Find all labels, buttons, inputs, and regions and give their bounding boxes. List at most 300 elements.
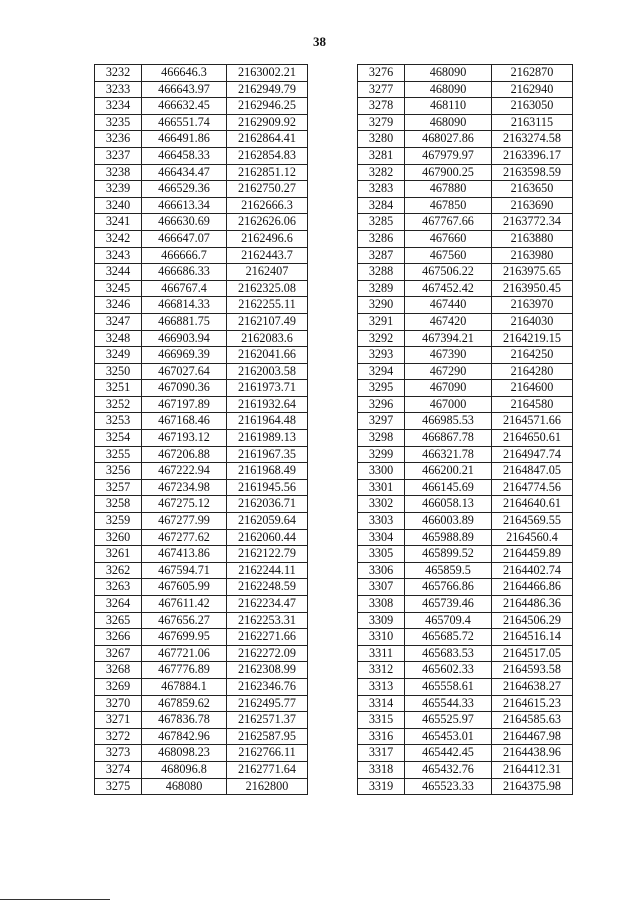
y-coordinate-cell: 2164638.27	[492, 678, 573, 695]
table-row	[95, 645, 308, 662]
table-row	[358, 695, 573, 712]
table-row	[358, 98, 573, 115]
x-coordinate-cell: 466646.3	[142, 65, 227, 82]
point-number-cell: 3310	[358, 629, 405, 646]
point-number-cell: 3300	[358, 463, 405, 480]
table-row	[95, 496, 308, 513]
y-coordinate-cell: 2163970	[492, 297, 573, 314]
table-row	[358, 65, 573, 82]
x-coordinate-cell: 467880	[405, 181, 492, 198]
point-number-cell: 3280	[358, 131, 405, 148]
x-coordinate-cell: 467090	[405, 380, 492, 397]
point-number-cell: 3306	[358, 562, 405, 579]
table-row	[95, 347, 308, 364]
point-number-cell: 3232	[95, 65, 142, 82]
x-coordinate-cell: 465859.5	[405, 562, 492, 579]
x-coordinate-cell: 467605.99	[142, 579, 227, 596]
x-coordinate-cell: 466145.69	[405, 479, 492, 496]
x-coordinate-cell: 467850	[405, 197, 492, 214]
point-number-cell: 3271	[95, 712, 142, 729]
point-number-cell: 3275	[95, 778, 142, 795]
y-coordinate-cell: 2164250	[492, 347, 573, 364]
point-number-cell: 3244	[95, 264, 142, 281]
table-row	[358, 363, 573, 380]
table-row	[358, 579, 573, 596]
y-coordinate-cell: 2161989.13	[227, 430, 308, 447]
y-coordinate-cell: 2164402.74	[492, 562, 573, 579]
table-row	[95, 761, 308, 778]
y-coordinate-cell: 2162325.08	[227, 280, 308, 297]
point-number-cell: 3266	[95, 629, 142, 646]
table-row	[95, 529, 308, 546]
x-coordinate-cell: 466058.13	[405, 496, 492, 513]
point-number-cell: 3236	[95, 131, 142, 148]
point-number-cell: 3279	[358, 114, 405, 131]
y-coordinate-cell: 2164774.56	[492, 479, 573, 496]
table-row	[95, 197, 308, 214]
y-coordinate-cell: 2162587.95	[227, 728, 308, 745]
x-coordinate-cell: 467611.42	[142, 596, 227, 613]
y-coordinate-cell: 2161945.56	[227, 479, 308, 496]
y-coordinate-cell: 2161964.48	[227, 413, 308, 430]
y-coordinate-cell: 2162854.83	[227, 147, 308, 164]
x-coordinate-cell: 467721.06	[142, 645, 227, 662]
table-row	[358, 479, 573, 496]
y-coordinate-cell: 2164847.05	[492, 463, 573, 480]
point-number-cell: 3282	[358, 164, 405, 181]
table-row	[95, 131, 308, 148]
y-coordinate-cell: 2163598.59	[492, 164, 573, 181]
point-number-cell: 3311	[358, 645, 405, 662]
y-coordinate-cell: 2162407	[227, 264, 308, 281]
x-coordinate-cell: 468080	[142, 778, 227, 795]
table-row	[95, 463, 308, 480]
table-row	[358, 712, 573, 729]
point-number-cell: 3233	[95, 81, 142, 98]
y-coordinate-cell: 2163050	[492, 98, 573, 115]
y-coordinate-cell: 2162626.06	[227, 214, 308, 231]
x-coordinate-cell: 466767.4	[142, 280, 227, 297]
y-coordinate-cell: 2162800	[227, 778, 308, 795]
point-number-cell: 3242	[95, 230, 142, 247]
x-coordinate-cell: 466666.7	[142, 247, 227, 264]
x-coordinate-cell: 466969.39	[142, 347, 227, 364]
point-number-cell: 3237	[95, 147, 142, 164]
table-row	[95, 297, 308, 314]
point-number-cell: 3247	[95, 313, 142, 330]
y-coordinate-cell: 2163950.45	[492, 280, 573, 297]
table-row	[358, 678, 573, 695]
point-number-cell: 3249	[95, 347, 142, 364]
table-row	[358, 596, 573, 613]
point-number-cell: 3268	[95, 662, 142, 679]
table-row	[95, 778, 308, 795]
table-row	[95, 479, 308, 496]
x-coordinate-cell: 467699.95	[142, 629, 227, 646]
point-number-cell: 3309	[358, 612, 405, 629]
x-coordinate-cell: 467656.27	[142, 612, 227, 629]
x-coordinate-cell: 467277.62	[142, 529, 227, 546]
x-coordinate-cell: 467290	[405, 363, 492, 380]
x-coordinate-cell: 467842.96	[142, 728, 227, 745]
y-coordinate-cell: 2164486.36	[492, 596, 573, 613]
y-coordinate-cell: 2162244.11	[227, 562, 308, 579]
x-coordinate-cell: 466529.36	[142, 181, 227, 198]
table-row	[358, 529, 573, 546]
table-row	[95, 363, 308, 380]
x-coordinate-cell: 466003.89	[405, 513, 492, 530]
x-coordinate-cell: 466630.69	[142, 214, 227, 231]
table-row	[358, 463, 573, 480]
x-coordinate-cell: 468110	[405, 98, 492, 115]
y-coordinate-cell: 2164650.61	[492, 430, 573, 447]
table-row	[95, 629, 308, 646]
y-coordinate-cell: 2161932.64	[227, 396, 308, 413]
y-coordinate-cell: 2163880	[492, 230, 573, 247]
y-coordinate-cell: 2162253.31	[227, 612, 308, 629]
table-row	[358, 197, 573, 214]
table-row	[358, 313, 573, 330]
point-number-cell: 3253	[95, 413, 142, 430]
point-number-cell: 3252	[95, 396, 142, 413]
point-number-cell: 3307	[358, 579, 405, 596]
point-number-cell: 3291	[358, 313, 405, 330]
x-coordinate-cell: 465525.97	[405, 712, 492, 729]
point-number-cell: 3257	[95, 479, 142, 496]
table-row	[95, 413, 308, 430]
point-number-cell: 3290	[358, 297, 405, 314]
table-row	[358, 280, 573, 297]
table-row	[358, 745, 573, 762]
point-number-cell: 3276	[358, 65, 405, 82]
point-number-cell: 3265	[95, 612, 142, 629]
table-row	[95, 65, 308, 82]
point-number-cell: 3297	[358, 413, 405, 430]
point-number-cell: 3256	[95, 463, 142, 480]
table-row	[358, 413, 573, 430]
point-number-cell: 3302	[358, 496, 405, 513]
page-number: 38	[313, 34, 326, 49]
y-coordinate-cell: 2164580	[492, 396, 573, 413]
y-coordinate-cell: 2162571.37	[227, 712, 308, 729]
x-coordinate-cell: 466881.75	[142, 313, 227, 330]
x-coordinate-cell: 466867.78	[405, 430, 492, 447]
x-coordinate-cell: 467234.98	[142, 479, 227, 496]
y-coordinate-cell: 2164412.31	[492, 761, 573, 778]
point-number-cell: 3239	[95, 181, 142, 198]
table-row	[358, 380, 573, 397]
table-row	[95, 546, 308, 563]
x-coordinate-cell: 467767.66	[405, 214, 492, 231]
table-row	[95, 247, 308, 264]
table-row	[358, 396, 573, 413]
table-row	[358, 728, 573, 745]
table-row	[358, 264, 573, 281]
point-number-cell: 3287	[358, 247, 405, 264]
y-coordinate-cell: 2163772.34	[492, 214, 573, 231]
x-coordinate-cell: 466458.33	[142, 147, 227, 164]
x-coordinate-cell: 465558.61	[405, 678, 492, 695]
table-row	[358, 645, 573, 662]
point-number-cell: 3294	[358, 363, 405, 380]
y-coordinate-cell: 2162771.64	[227, 761, 308, 778]
y-coordinate-cell: 2162949.79	[227, 81, 308, 98]
table-row	[358, 662, 573, 679]
y-coordinate-cell: 2164506.29	[492, 612, 573, 629]
y-coordinate-cell: 2163690	[492, 197, 573, 214]
x-coordinate-cell: 465432.76	[405, 761, 492, 778]
point-number-cell: 3305	[358, 546, 405, 563]
x-coordinate-cell: 467859.62	[142, 695, 227, 712]
point-number-cell: 3234	[95, 98, 142, 115]
table-row	[95, 513, 308, 530]
x-coordinate-cell: 467090.36	[142, 380, 227, 397]
x-coordinate-cell: 467776.89	[142, 662, 227, 679]
table-row	[95, 98, 308, 115]
table-row	[95, 579, 308, 596]
x-coordinate-cell: 467660	[405, 230, 492, 247]
table-row	[95, 230, 308, 247]
y-coordinate-cell: 2164593.58	[492, 662, 573, 679]
table-row	[358, 562, 573, 579]
point-number-cell: 3293	[358, 347, 405, 364]
x-coordinate-cell: 467027.64	[142, 363, 227, 380]
y-coordinate-cell: 2162107.49	[227, 313, 308, 330]
point-number-cell: 3295	[358, 380, 405, 397]
y-coordinate-cell: 2164459.89	[492, 546, 573, 563]
x-coordinate-cell: 467413.86	[142, 546, 227, 563]
point-number-cell: 3254	[95, 430, 142, 447]
x-coordinate-cell: 466613.34	[142, 197, 227, 214]
point-number-cell: 3274	[95, 761, 142, 778]
point-number-cell: 3235	[95, 114, 142, 131]
table-row	[95, 712, 308, 729]
table-row	[358, 446, 573, 463]
y-coordinate-cell: 2163274.58	[492, 131, 573, 148]
x-coordinate-cell: 466200.21	[405, 463, 492, 480]
x-coordinate-cell: 466321.78	[405, 446, 492, 463]
point-number-cell: 3246	[95, 297, 142, 314]
x-coordinate-cell: 467206.88	[142, 446, 227, 463]
table-row	[358, 629, 573, 646]
y-coordinate-cell: 2161973.71	[227, 380, 308, 397]
x-coordinate-cell: 467506.22	[405, 264, 492, 281]
table-row	[95, 147, 308, 164]
y-coordinate-cell: 2162122.79	[227, 546, 308, 563]
point-number-cell: 3299	[358, 446, 405, 463]
table-row	[358, 546, 573, 563]
x-coordinate-cell: 467440	[405, 297, 492, 314]
x-coordinate-cell: 466686.33	[142, 264, 227, 281]
y-coordinate-cell: 2164560.4	[492, 529, 573, 546]
x-coordinate-cell: 468090	[405, 81, 492, 98]
y-coordinate-cell: 2162750.27	[227, 181, 308, 198]
point-number-cell: 3269	[95, 678, 142, 695]
x-coordinate-cell: 465544.33	[405, 695, 492, 712]
x-coordinate-cell: 465988.89	[405, 529, 492, 546]
point-number-cell: 3286	[358, 230, 405, 247]
x-coordinate-cell: 468098.23	[142, 745, 227, 762]
x-coordinate-cell: 467979.97	[405, 147, 492, 164]
point-number-cell: 3277	[358, 81, 405, 98]
coordinates-table-right	[357, 64, 573, 795]
point-number-cell: 3245	[95, 280, 142, 297]
table-row	[358, 347, 573, 364]
point-number-cell: 3319	[358, 778, 405, 795]
y-coordinate-cell: 2162248.59	[227, 579, 308, 596]
y-coordinate-cell: 2162255.11	[227, 297, 308, 314]
x-coordinate-cell: 466632.45	[142, 98, 227, 115]
point-number-cell: 3312	[358, 662, 405, 679]
y-coordinate-cell: 2162940	[492, 81, 573, 98]
y-coordinate-cell: 2164516.14	[492, 629, 573, 646]
y-coordinate-cell: 2164030	[492, 313, 573, 330]
table-row	[95, 446, 308, 463]
x-coordinate-cell: 467394.21	[405, 330, 492, 347]
table-row	[358, 778, 573, 795]
y-coordinate-cell: 2162059.64	[227, 513, 308, 530]
point-number-cell: 3296	[358, 396, 405, 413]
table-row	[358, 131, 573, 148]
y-coordinate-cell: 2163396.17	[492, 147, 573, 164]
table-row	[358, 330, 573, 347]
table-row	[358, 214, 573, 231]
y-coordinate-cell: 2161968.49	[227, 463, 308, 480]
y-coordinate-cell: 2163115	[492, 114, 573, 131]
point-number-cell: 3264	[95, 596, 142, 613]
point-number-cell: 3304	[358, 529, 405, 546]
y-coordinate-cell: 2162083.6	[227, 330, 308, 347]
table-row	[358, 761, 573, 778]
point-number-cell: 3243	[95, 247, 142, 264]
y-coordinate-cell: 2162003.58	[227, 363, 308, 380]
point-number-cell: 3283	[358, 181, 405, 198]
table-row	[95, 430, 308, 447]
x-coordinate-cell: 465685.72	[405, 629, 492, 646]
y-coordinate-cell: 2164438.96	[492, 745, 573, 762]
table-row	[95, 728, 308, 745]
point-number-cell: 3273	[95, 745, 142, 762]
y-coordinate-cell: 2164585.63	[492, 712, 573, 729]
x-coordinate-cell: 467390	[405, 347, 492, 364]
table-row	[358, 81, 573, 98]
x-coordinate-cell: 465766.86	[405, 579, 492, 596]
y-coordinate-cell: 2162495.77	[227, 695, 308, 712]
y-coordinate-cell: 2162036.71	[227, 496, 308, 513]
x-coordinate-cell: 467420	[405, 313, 492, 330]
point-number-cell: 3318	[358, 761, 405, 778]
table-row	[95, 81, 308, 98]
y-coordinate-cell: 2162271.66	[227, 629, 308, 646]
y-coordinate-cell: 2164571.66	[492, 413, 573, 430]
y-coordinate-cell: 2162851.12	[227, 164, 308, 181]
x-coordinate-cell: 465739.46	[405, 596, 492, 613]
table-row	[95, 330, 308, 347]
point-number-cell: 3248	[95, 330, 142, 347]
y-coordinate-cell: 2163002.21	[227, 65, 308, 82]
x-coordinate-cell: 465523.33	[405, 778, 492, 795]
y-coordinate-cell: 2161967.35	[227, 446, 308, 463]
x-coordinate-cell: 468027.86	[405, 131, 492, 148]
point-number-cell: 3314	[358, 695, 405, 712]
y-coordinate-cell: 2162443.7	[227, 247, 308, 264]
x-coordinate-cell: 466551.74	[142, 114, 227, 131]
y-coordinate-cell: 2162946.25	[227, 98, 308, 115]
point-number-cell: 3281	[358, 147, 405, 164]
point-number-cell: 3241	[95, 214, 142, 231]
y-coordinate-cell: 2164517.05	[492, 645, 573, 662]
x-coordinate-cell: 468090	[405, 114, 492, 131]
point-number-cell: 3261	[95, 546, 142, 563]
x-coordinate-cell: 467836.78	[142, 712, 227, 729]
point-number-cell: 3262	[95, 562, 142, 579]
y-coordinate-cell: 2164569.55	[492, 513, 573, 530]
x-coordinate-cell: 467197.89	[142, 396, 227, 413]
x-coordinate-cell: 467193.12	[142, 430, 227, 447]
x-coordinate-cell: 465709.4	[405, 612, 492, 629]
point-number-cell: 3258	[95, 496, 142, 513]
table-row	[358, 513, 573, 530]
y-coordinate-cell: 2162272.09	[227, 645, 308, 662]
x-coordinate-cell: 468090	[405, 65, 492, 82]
point-number-cell: 3316	[358, 728, 405, 745]
table-row	[95, 280, 308, 297]
y-coordinate-cell: 2162766.11	[227, 745, 308, 762]
point-number-cell: 3292	[358, 330, 405, 347]
table-row	[95, 695, 308, 712]
x-coordinate-cell: 465899.52	[405, 546, 492, 563]
y-coordinate-cell: 2164466.86	[492, 579, 573, 596]
point-number-cell: 3313	[358, 678, 405, 695]
point-number-cell: 3284	[358, 197, 405, 214]
x-coordinate-cell: 466434.47	[142, 164, 227, 181]
point-number-cell: 3278	[358, 98, 405, 115]
point-number-cell: 3259	[95, 513, 142, 530]
y-coordinate-cell: 2162666.3	[227, 197, 308, 214]
table-row	[95, 745, 308, 762]
table-row	[358, 181, 573, 198]
point-number-cell: 3250	[95, 363, 142, 380]
x-coordinate-cell: 465602.33	[405, 662, 492, 679]
table-row	[358, 297, 573, 314]
y-coordinate-cell: 2164947.74	[492, 446, 573, 463]
point-number-cell: 3317	[358, 745, 405, 762]
x-coordinate-cell: 467884.1	[142, 678, 227, 695]
table-row	[358, 612, 573, 629]
table-row	[358, 164, 573, 181]
y-coordinate-cell: 2163980	[492, 247, 573, 264]
point-number-cell: 3238	[95, 164, 142, 181]
table-row	[358, 147, 573, 164]
table-row	[95, 380, 308, 397]
y-coordinate-cell: 2162346.76	[227, 678, 308, 695]
x-coordinate-cell: 465683.53	[405, 645, 492, 662]
y-coordinate-cell: 2162041.66	[227, 347, 308, 364]
y-coordinate-cell: 2163650	[492, 181, 573, 198]
table-row	[358, 114, 573, 131]
x-coordinate-cell: 466903.94	[142, 330, 227, 347]
table-row	[95, 662, 308, 679]
y-coordinate-cell: 2162496.6	[227, 230, 308, 247]
table-row	[358, 430, 573, 447]
x-coordinate-cell: 467560	[405, 247, 492, 264]
y-coordinate-cell: 2164375.98	[492, 778, 573, 795]
table-row	[95, 164, 308, 181]
x-coordinate-cell: 466814.33	[142, 297, 227, 314]
point-number-cell: 3251	[95, 380, 142, 397]
x-coordinate-cell: 466643.97	[142, 81, 227, 98]
y-coordinate-cell: 2164219.15	[492, 330, 573, 347]
